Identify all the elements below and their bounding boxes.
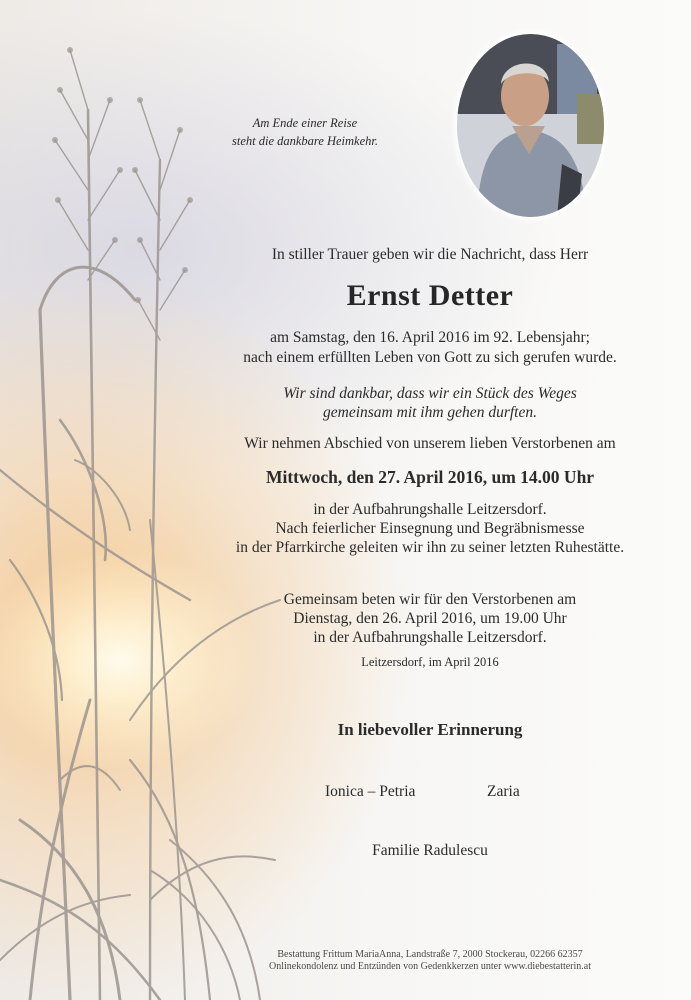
footer-line: Onlinekondolenz und Entzünden von Gedenkkerzen unter www.diebestatterin.at bbox=[268, 961, 592, 972]
mourner-name: Ionica – Petria bbox=[325, 783, 416, 800]
footer bbox=[200, 949, 660, 973]
prayer-line: in der Aufbahrungshalle Leitzersdorf. bbox=[313, 629, 547, 646]
place-date: Leitzersdorf, im April 2016 bbox=[361, 655, 499, 669]
funeral-date: Mittwoch, den 27. April 2016, um 14.00 Uhr bbox=[265, 467, 595, 487]
funeral-detail-line: in der Aufbahrungshalle Leitzersdorf. bbox=[313, 501, 547, 518]
quote-line: Am Ende einer Reise bbox=[252, 116, 358, 130]
quote-line: steht die dankbare Heimkehr. bbox=[231, 134, 379, 148]
mourner-name: Zaria bbox=[487, 783, 520, 800]
quote bbox=[215, 114, 395, 150]
gratitude-line: gemeinsam mit ihm gehen durften. bbox=[323, 404, 537, 421]
funeral-detail-line: Nach feierlicher Einsegnung und Begräbnismesse bbox=[275, 520, 585, 537]
footer-line: Bestattung Frittum MariaAnna, Landstraße 7, 2000 Stockerau, 02266 62357 bbox=[277, 949, 583, 960]
portrait-photo bbox=[457, 34, 604, 217]
portrait-photo-icon bbox=[457, 34, 604, 217]
family-name: Familie Radulescu bbox=[372, 842, 488, 859]
prayer-line: Gemeinsam beten wir für den Verstorbenen am bbox=[283, 591, 577, 608]
funeral-detail-line: in der Pfarrkirche geleiten wir ihn zu seiner letzten Ruhestätte. bbox=[235, 539, 625, 556]
deceased-name: Ernst Detter bbox=[346, 279, 514, 312]
intro-text: In stiller Trauer geben wir die Nachricht, dass Herr bbox=[271, 246, 589, 263]
death-notice-line: nach einem erfüllten Leben von Gott zu sich gerufen wurde. bbox=[243, 349, 617, 366]
death-notice-line: am Samstag, den 16. April 2016 im 92. Lebensjahr; bbox=[270, 329, 590, 346]
memory-title: In liebevoller Erinnerung bbox=[337, 720, 523, 739]
gratitude-line: Wir sind dankbar, dass wir ein Stück des Weges bbox=[283, 385, 577, 402]
farewell-intro: Wir nehmen Abschied von unserem lieben Verstorbenen am bbox=[244, 435, 616, 452]
prayer-line: Dienstag, den 26. April 2016, um 19.00 Uhr bbox=[293, 610, 567, 627]
